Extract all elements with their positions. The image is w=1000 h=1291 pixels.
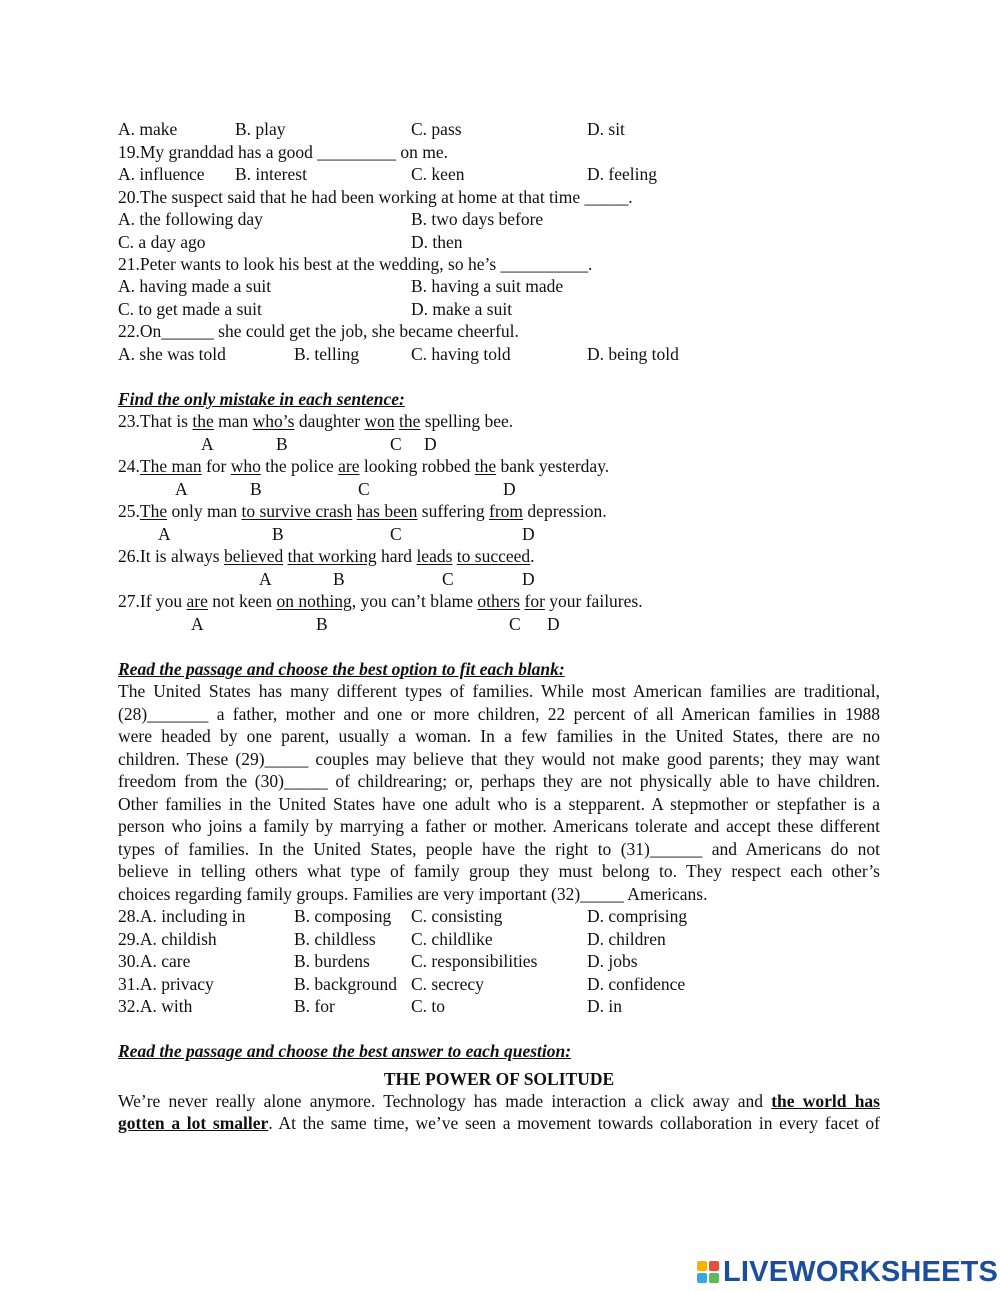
cloze-answer: B. composing <box>294 906 392 926</box>
cloze-line: children. These (29)_____ couples may believe that they would not make good parents; they may want <box>118 749 880 769</box>
q23-letter-b: B <box>276 434 288 454</box>
cloze-answer: C. consisting <box>411 906 503 926</box>
cloze-line: were headed by one parent, usually a woman. In a few families in the United States, there are no <box>118 726 880 746</box>
q20-option-d: D. then <box>411 232 463 252</box>
q27-letter-d: D <box>547 614 560 634</box>
cloze-answer: D. confidence <box>587 974 686 994</box>
q25-letter-d: D <box>522 524 535 544</box>
q19-blank: _________ <box>317 142 397 162</box>
q18-option-b: B. play <box>235 119 286 139</box>
passage-line: We’re never really alone anymore. Technology has made interaction a click away and the world has <box>118 1091 880 1111</box>
q22-option-d: D. being told <box>587 344 679 364</box>
cloze-answer: C. secrecy <box>411 974 484 994</box>
q20-option-c: C. a day ago <box>118 232 206 252</box>
cloze-answer: B. burdens <box>294 951 370 971</box>
q19-option-c: C. keen <box>411 164 465 184</box>
q24-letter-c: C <box>358 479 370 499</box>
q22-option-b: B. telling <box>294 344 360 364</box>
cloze-line: freedom from the (30)_____ of childrearing; or, perhaps they are not physically able to have children. <box>118 771 880 791</box>
q23-letter-d: D <box>424 434 437 454</box>
q27-letter-a: A <box>191 614 204 634</box>
q19-option-b: B. interest <box>235 164 307 184</box>
cloze-answer: 29.A. childish <box>118 929 217 949</box>
q21-option-d: D. make a suit <box>411 299 513 319</box>
q22-option-c: C. having told <box>411 344 511 364</box>
cloze-line: The United States has many different types of families. While most American families are traditional, <box>118 681 880 701</box>
q19-suffix: on me. <box>396 142 449 162</box>
q27-letter-b: B <box>316 614 328 634</box>
cloze-answer: D. children <box>587 929 666 949</box>
mistakes-heading: Find the only mistake in each sentence: <box>118 389 405 409</box>
q19-option-d: D. feeling <box>587 164 657 184</box>
cloze-answer: C. childlike <box>411 929 493 949</box>
logo-text: LIVEWORKSHEETS <box>723 1255 999 1288</box>
liveworksheets-logo <box>697 1255 999 1288</box>
q21-option-a: A. having made a suit <box>118 276 272 296</box>
q23-letter-a: A <box>201 434 214 454</box>
q22-option-a: A. she was told <box>118 344 226 364</box>
cloze-answer: D. comprising <box>587 906 688 926</box>
q26-letter-c: C <box>442 569 454 589</box>
q18-option-c: C. pass <box>411 119 462 139</box>
q23-letter-c: C <box>390 434 402 454</box>
cloze-line: choices regarding family groups. Families are very important (32)_____ Americans. <box>118 884 708 904</box>
cloze-answer: 32.A. with <box>118 996 193 1016</box>
q21-question: 21.Peter wants to look his best at the wedding, so he’s __________. <box>118 254 593 274</box>
q19-option-a: A. influence <box>118 164 205 184</box>
q21-option-c: C. to get made a suit <box>118 299 262 319</box>
q22-question: 22.On______ she could get the job, she became cheerful. <box>118 321 519 341</box>
q25-letter-b: B <box>272 524 284 544</box>
q26-letter-d: D <box>522 569 535 589</box>
cloze-line: believe in telling others what type of family group they must belong to. They respect each other’s <box>118 861 880 881</box>
cloze-answer: 28.A. including in <box>118 906 246 926</box>
cloze-answer: 31.A. privacy <box>118 974 214 994</box>
q24-letter-a: A <box>175 479 188 499</box>
q27-sentence: 27.If you are not keen on nothing, you can’t blame others for your failures. <box>118 591 643 611</box>
q20-option-a: A. the following day <box>118 209 263 229</box>
cloze-line: types of families. In the United States, people have the right to (31)______ and Americans do not <box>118 839 880 859</box>
q26-letter-a: A <box>259 569 272 589</box>
q25-sentence: 25.The only man to survive crash has been suffering from depression. <box>118 501 607 521</box>
cloze-answer: B. background <box>294 974 398 994</box>
q20-option-b: B. two days before <box>411 209 544 229</box>
cloze-heading: Read the passage and choose the best option to fit each blank: <box>118 659 565 679</box>
cloze-line: Other families in the United States have one adult who is a stepparent. A stepmother or stepfather is a <box>118 794 880 814</box>
cloze-answer: B. for <box>294 996 335 1016</box>
reading-heading: Read the passage and choose the best answer to each question: <box>118 1041 572 1061</box>
q18-option-d: D. sit <box>587 119 625 139</box>
q26-letter-b: B <box>333 569 345 589</box>
cloze-answer: C. to <box>411 996 446 1016</box>
q25-letter-a: A <box>158 524 171 544</box>
cloze-line: person who joins a family by marrying a father or mother. Americans tolerate and accept these different <box>118 816 880 836</box>
q18-option-a: A. make <box>118 119 178 139</box>
q21-option-b: B. having a suit made <box>411 276 564 296</box>
q26-sentence: 26.It is always believed that working hard leads to succeed. <box>118 546 535 566</box>
cloze-answer: D. in <box>587 996 622 1016</box>
passage-title: THE POWER OF SOLITUDE <box>383 1069 615 1089</box>
logo-mark-icon <box>697 1261 719 1283</box>
q24-letter-b: B <box>250 479 262 499</box>
q19-question <box>118 141 448 164</box>
passage-line: gotten a lot smaller. At the same time, we’ve seen a movement towards collaboration in every facet of <box>118 1113 880 1133</box>
cloze-answer: 30.A. care <box>118 951 191 971</box>
cloze-answer: B. childless <box>294 929 376 949</box>
cloze-answer: D. jobs <box>587 951 638 971</box>
q27-letter-c: C <box>509 614 521 634</box>
q23-sentence: 23.That is the man who’s daughter won the spelling bee. <box>118 411 514 431</box>
q24-sentence: 24.The man for who the police are looking robbed the bank yesterday. <box>118 456 610 476</box>
cloze-line: (28)_______ a father, mother and one or more children, 22 percent of all American families in 1988 <box>118 704 880 724</box>
q24-letter-d: D <box>503 479 516 499</box>
q19-prefix: 19.My granddad has a good <box>118 142 318 162</box>
q20-question: 20.The suspect said that he had been working at home at that time _____. <box>118 187 633 207</box>
q25-letter-c: C <box>390 524 402 544</box>
cloze-answer: C. responsibilities <box>411 951 538 971</box>
